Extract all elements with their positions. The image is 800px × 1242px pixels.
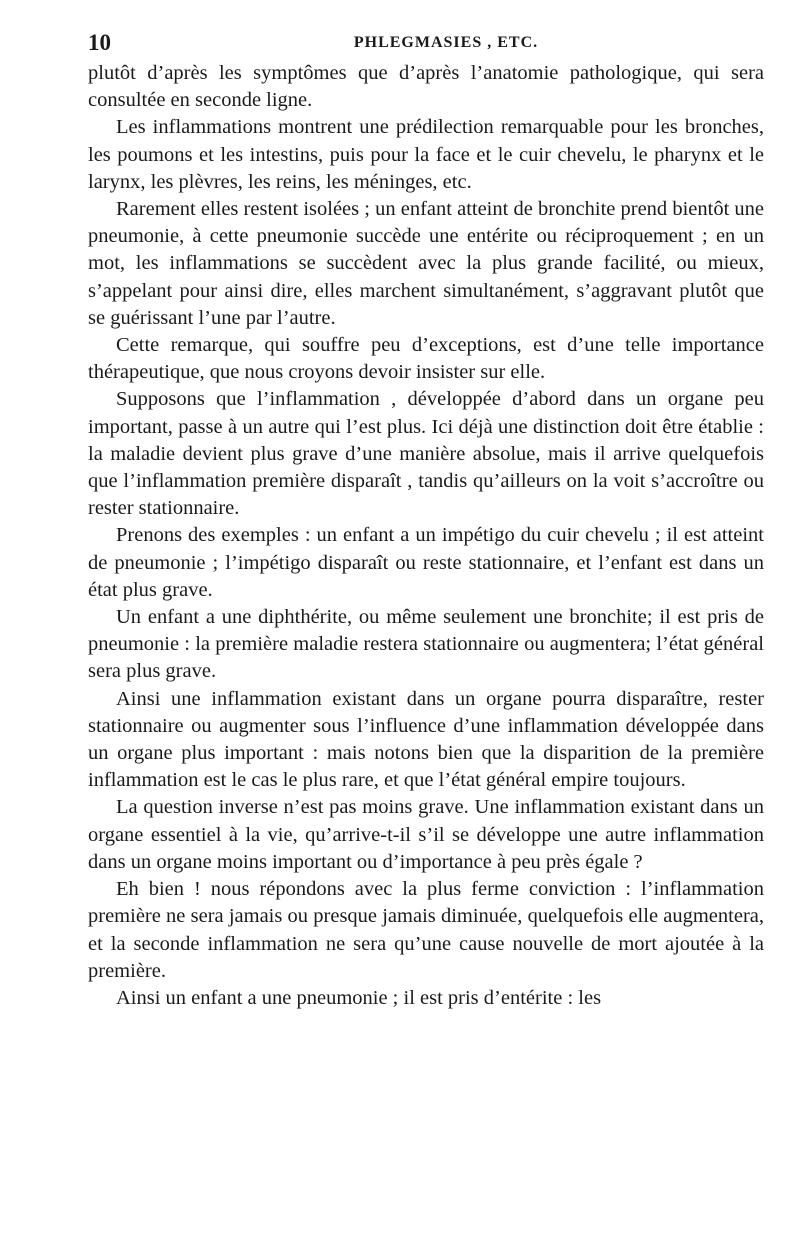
paragraph-2: Les inflammations montrent une prédilection remarquable pour les bronches, les poumons et les intestins, puis pour la face et le cuir chevelu, le pharynx et le larynx, les plèvres, les reins, les méninges, etc. bbox=[88, 116, 764, 193]
body-text bbox=[88, 60, 764, 1012]
paragraph-11: Ainsi un enfant a une pneumonie ; il est pris d’entérite : les bbox=[116, 986, 602, 1009]
paragraph-8: Ainsi une inflammation existant dans un organe pourra disparaître, rester stationnaire ou augmenter sous l’influence d’une inflammation développée dans un organe plus important : mais notons bien que la disparition de la première inflammation est le cas le plus rare, et que l’état général empire toujours. bbox=[88, 687, 764, 792]
paragraph-7: Un enfant a une diphthérite, ou même seulement une bronchite; il est pris de pneumonie : la première maladie restera stationnaire ou augmentera; l’état général sera plus grave. bbox=[88, 606, 764, 683]
paragraph-10: Eh bien ! nous répondons avec la plus ferme conviction : l’inflammation première ne sera jamais ou presque jamais diminuée, quelquefois elle augmentera, et la seconde inflammation ne sera qu’une cause nouvelle de mort ajoutée à la première. bbox=[88, 878, 764, 982]
paragraph-1: plutôt d’après les symptômes que d’après l’anatomie pathologique, qui sera consultée en seconde ligne. bbox=[88, 62, 764, 112]
paragraph-9: La question inverse n’est pas moins grave. Une inflammation existant dans un organe essentiel à la vie, qu’arrive-t-il s’il se développe une autre inflammation dans un organe moins important ou d’importance à peu près égale ? bbox=[88, 796, 764, 873]
paragraph-6: Prenons des exemples : un enfant a un impétigo du cuir chevelu ; il est atteint de pneumonie ; l’impétigo disparaît ou reste stationnaire, et l’enfant est dans un état plus grave. bbox=[88, 524, 764, 601]
paragraph-4: Cette remarque, qui souffre peu d’exceptions, est d’une telle importance thérapeutique, que nous croyons devoir insister sur elle. bbox=[88, 334, 764, 384]
paragraph-5: Supposons que l’inflammation , développée d’abord dans un organe peu important, passe à un autre qui l’est plus. Ici déjà une distinction doit être établie : la maladie devient plus grave d’une manière absolue, mais il arrive quelquefois que l’inflammation première disparaît , tandis qu’ailleurs on la voit s’accroître ou rester stationnaire. bbox=[88, 388, 764, 520]
paragraph-3: Rarement elles restent isolées ; un enfant atteint de bronchite prend bientôt une pneumonie, à cette pneumonie succède une entérite ou réciproquement ; en un mot, les inflammations se succèdent avec la plus grande facilité, ou mieux, s’appelant pour ainsi dire, elles marchent simultanément, s’aggravant plutôt que se guérissant l’une par l’autre. bbox=[88, 198, 764, 329]
running-head bbox=[88, 26, 764, 60]
page-number: 10 bbox=[88, 30, 111, 55]
running-title: PHLEGMASIES , ETC. bbox=[353, 34, 539, 51]
